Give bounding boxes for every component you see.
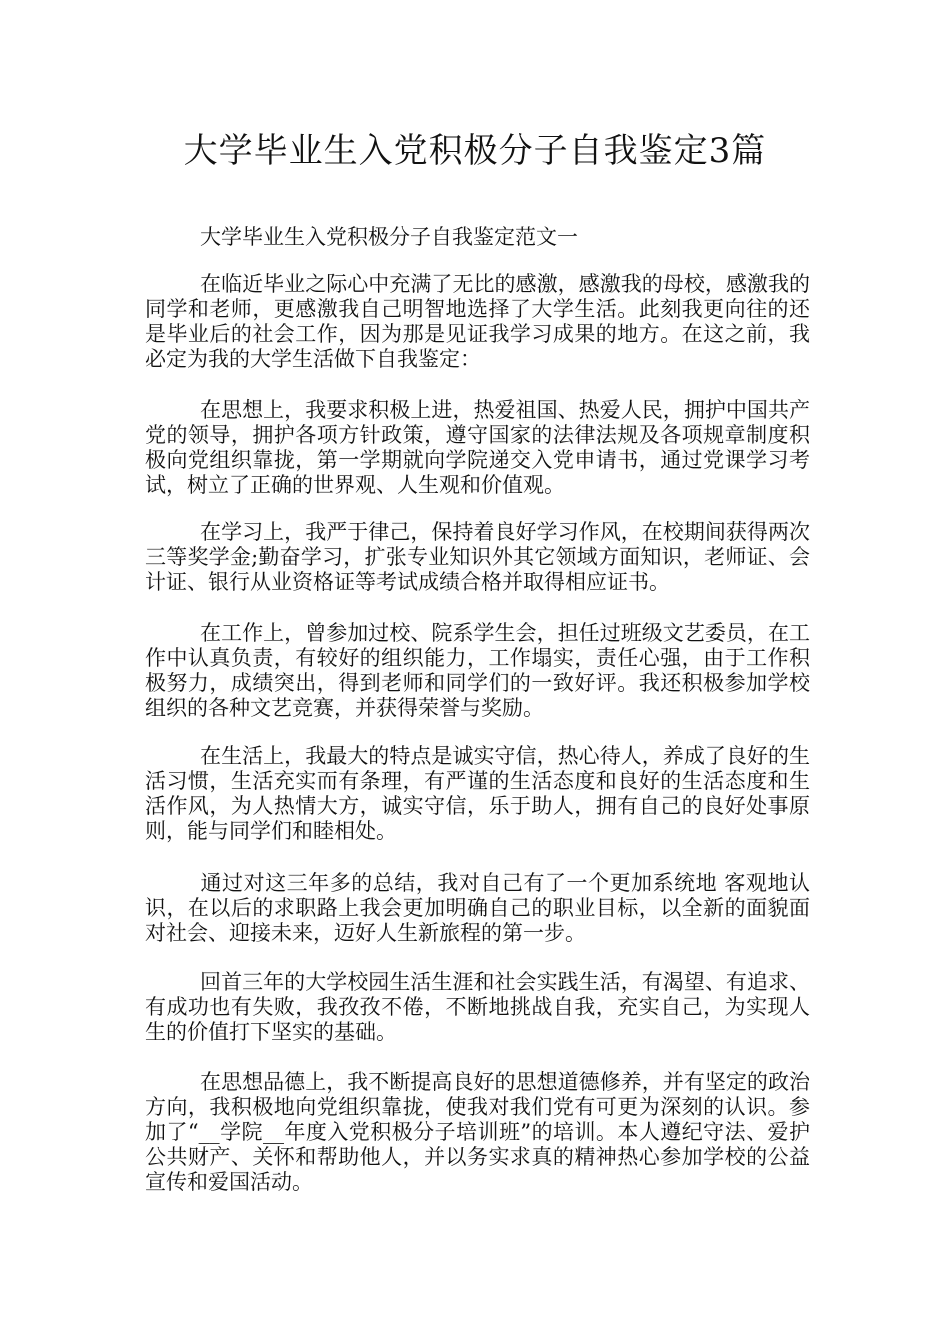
paragraph-text: 在工作上，曾参加过校、院系学生会，担任过班级文艺委员，在工作中认真负责，有较好的组织能力，工作塌实，责任心强，由于工作积极努力，成绩突出，得到老师和同学们的一致好评。我还积极参加学校组织的各种文艺竞赛，并获得荣誉与奖励。: [145, 621, 810, 720]
paragraph-review: [145, 970, 810, 1045]
paragraph-text: 在生活上，我最大的特点是诚实守信，热心待人，养成了良好的生活习惯，生活充实而有条理，有严谨的生活态度和良好的生活态度和生活作风，为人热情大方，诚实守信，乐于助人，拥有自己的良好处事原则，能与同学们和睦相处。: [145, 744, 810, 843]
paragraph-text: 通过对这三年多的总结，我对自己有了一个更加系统地 客观地认识，在以后的求职路上我会更加明确自己的职业目标，以全新的面貌面对社会、迎接未来，迈好人生新旅程的第一步。: [145, 871, 810, 945]
section-subtitle: 大学毕业生入党积极分子自我鉴定范文一: [200, 225, 578, 249]
paragraph-study: [145, 520, 810, 595]
paragraph-intro: [145, 272, 810, 372]
document-title: 大学毕业生入党积极分子自我鉴定3篇: [183, 131, 767, 171]
paragraph-text: 在思想上，我要求积极上进，热爱祖国、热爱人民，拥护中国共产党的领导，拥护各项方针政策，遵守国家的法律法规及各项规章制度积极向党组织靠拢，第一学期就向学院递交入党申请书，通过党课学习考试，树立了正确的世界观、人生观和价值观。: [145, 398, 810, 497]
paragraph-work: [145, 621, 810, 721]
paragraph-text: 回首三年的大学校园生活生涯和社会实践生活，有渴望、有追求、有成功也有失败，我孜孜不倦，不断地挑战自我，充实自己，为实现人生的价值打下坚实的基础。: [145, 970, 810, 1044]
paragraph-life: [145, 744, 810, 844]
paragraph-summary: [145, 871, 810, 946]
paragraph-ideology: [145, 398, 810, 498]
paragraph-text: 在临近毕业之际心中充满了无比的感激，感激我的母校，感激我的同学和老师，更感激我自己明智地选择了大学生活。此刻我更向往的还是毕业后的社会工作，因为那是见证我学习成果的地方。在这之前，我必定为我的大学生活做下自我鉴定：: [145, 272, 810, 371]
paragraph-text: 在思想品德上，我不断提高良好的思想道德修养，并有坚定的政治方向，我积极地向党组织靠拢，使我对我们党有可更为深刻的认识。参加了“__学院__年度入党积极分子培训班”的培训。本人遵纪守法、爱护公共财产、关怀和帮助他人，并以务实求真的精神热心参加学校的公益宣传和爱国活动。: [145, 1070, 810, 1194]
paragraph-text: 在学习上，我严于律己，保持着良好学习作风，在校期间获得两次三等奖学金;勤奋学习，扩张专业知识外其它领域方面知识，老师证、会计证、银行从业资格证等考试成绩合格并取得相应证书。: [145, 520, 810, 594]
paragraph-morality: [145, 1070, 810, 1195]
